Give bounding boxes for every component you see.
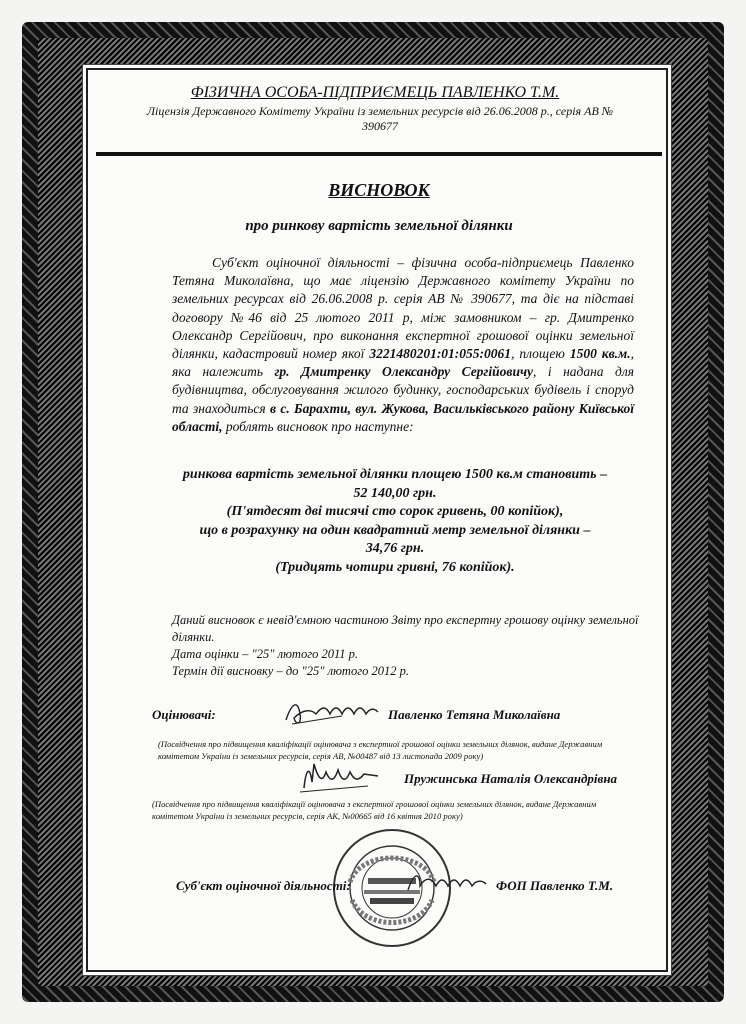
plot-location: в с. Барахти, вул. Жукова, Васильківського району Київської області, xyxy=(172,400,634,434)
document-subtitle: про ринкову вартість земельної ділянки xyxy=(245,218,513,234)
license-line-2: 390677 xyxy=(362,119,398,133)
appraiser-1-certificate: (Посвідчення про підвищення кваліфікації оцінювача з експертної грошової оцінки земельних ділянок, видане Державним комітетом України із земельних ресурсів, серія АВ, №00487 від 13 листопада 2009 року) xyxy=(158,739,603,761)
body-part-2: , площею xyxy=(511,346,570,362)
body-part-1: Суб'єкт оціночної діяльності – фізична особа-підприємець Павленко Тетяна Миколаївна, що має ліцензію Державного комітету України по земельних ресурсах від 26.06.2008 р. серія АВ № 390677, та діє на підставі договору №46 від 25 лютого 2011 р, між замовником – гр. Дмитренко Олександр Сергійович, про виконання експертної грошової оцінки земельної ділянки, кадастровий номер якої xyxy=(172,255,634,362)
plot-area: 1500 кв.м. xyxy=(569,346,631,362)
note-integral-part: Даний висновок є невід'ємною частиною Звіту про експертну грошову оцінку земельної ділянки. xyxy=(172,613,639,644)
valuation-date: Дата оцінки – "25" лютого 2011 р. xyxy=(172,647,359,661)
result-total-value: 52 140,00 грн. xyxy=(353,485,437,501)
appraisers-label: Оцінювачі: xyxy=(152,707,216,722)
body-part-3: , яка належить xyxy=(172,346,635,380)
body-part-5: роблять висновок про наступне: xyxy=(222,418,414,434)
appraiser-1-name: Павленко Тетяна Миколаївна xyxy=(388,707,561,722)
document-title: ВИСНОВОК xyxy=(328,180,430,200)
result-line-per-sqm: що в розрахунку на один квадратний метр земельної ділянки – xyxy=(199,522,591,538)
main-paragraph xyxy=(172,254,634,436)
owner-name: гр. Дмитренку Олександру Сергійовичу xyxy=(274,364,534,380)
appraiser-2-name: Пружинська Наталія Олександрівна xyxy=(404,771,618,786)
subject-label: Суб'єкт оціночної діяльності: xyxy=(176,878,351,893)
result-line-1: ринкова вартість земельної ділянки площею 1500 кв.м становить – xyxy=(182,467,608,482)
signature-1-icon xyxy=(282,694,382,730)
license-info xyxy=(120,104,640,134)
signature-2-icon xyxy=(298,758,388,798)
notes-block xyxy=(152,612,642,680)
validity-term: Термін дії висновку – до "25" лютого 2012 р. xyxy=(172,664,409,678)
result-per-sqm-value: 34,76 грн. xyxy=(365,541,425,557)
license-line-1: Ліцензія Державного Комітету України із земельних ресурсів від 26.06.2008 р., серія АВ № xyxy=(146,104,614,118)
appraiser-2-certificate: (Посвідчення про підвищення кваліфікації оцінювача з експертної грошової оцінки земельних ділянок, видане Державним комітетом України із земельних ресурсів, серія АК, №00665 від 16 квітня 2010 року) xyxy=(152,799,597,821)
header-divider xyxy=(96,152,662,156)
body-part-4: , і надана для будівництва, обслуговування жилого будинку, господарських будівель і споруд та знаходиться xyxy=(172,364,634,416)
fop-name: ФОП Павленко Т.М. xyxy=(496,878,614,893)
result-total-words: (П'ятдесят дві тисячі сто сорок гривень, 00 копійок), xyxy=(226,504,564,520)
signature-3-icon xyxy=(404,866,490,900)
company-name: ФІЗИЧНА ОСОБА-ПІДПРИЄМЕЦЬ ПАВЛЕНКО Т.М. xyxy=(190,84,560,101)
result-per-sqm-words: (Тридцять чотири гривні, 76 копійок). xyxy=(275,559,515,575)
valuation-result xyxy=(150,466,640,578)
cadastral-number: 3221480201:01:055:0061 xyxy=(369,346,512,362)
